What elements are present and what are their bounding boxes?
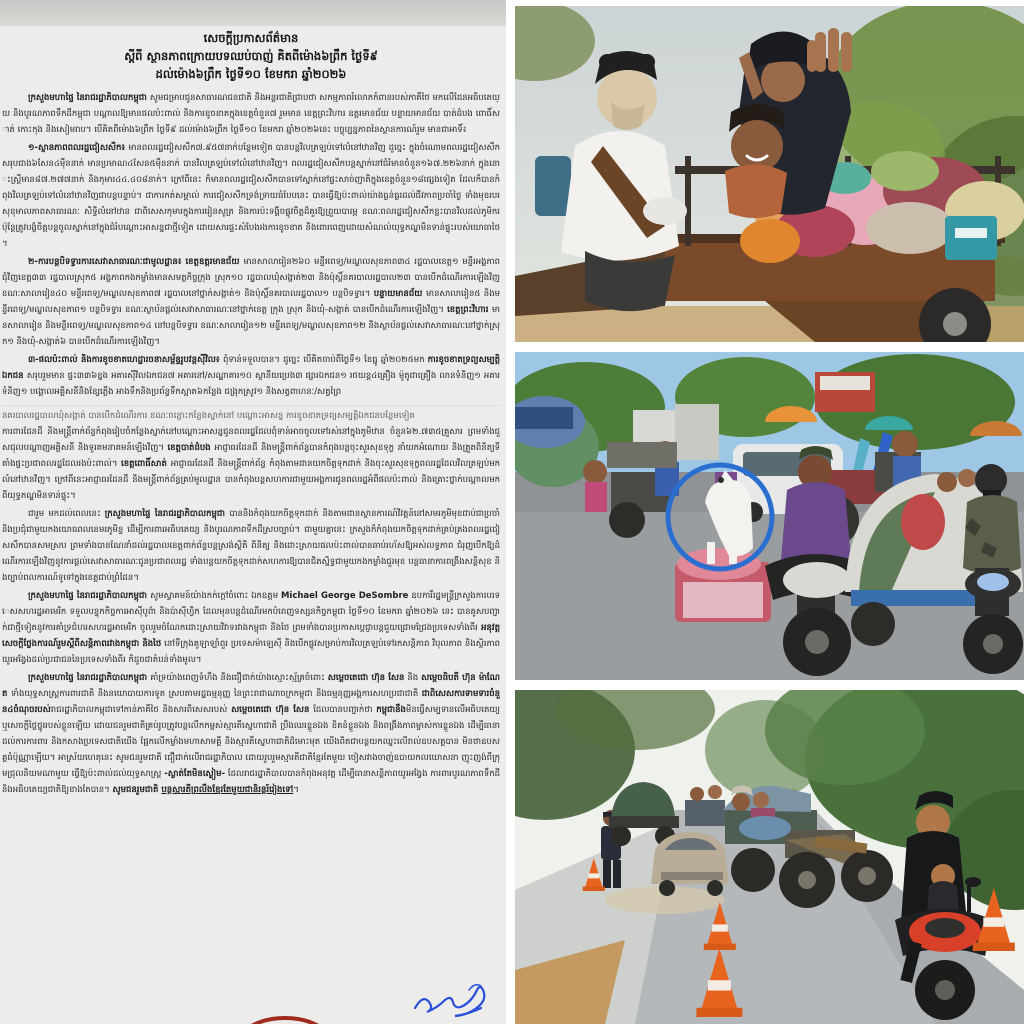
paragraph: ក្រសួងមហាផ្ទៃ នៃរាជរដ្ឋាភិបាលកម្ពុជា គាំទ្រយ៉ាងពេញទំហឹង និងជឿជាក់យ៉ាងស្មោះស្ម័គ្រចំពោះ សម្តេចតេជោ ហ៊ុន សែន និង សម្តេចធិបតី ហ៊ុន ម៉ាណែត ទាំងយុទ្ធសាស្ត្រការពារជាតិ និងនយោបាយការទូត ស្របតាមរដ្ឋធម្មនុញ្ញ នៃព្រះរាជាណាចក្រកម្ពុជា និងធម្មនុញ្ញអង្គការសហប្រជាជាតិ ជាពិសេសការទាមទារចំនួន៤ចំណុចរបស់រាជរដ្ឋាភិបាលកម្ពុជាទៅកាន់ភាគីថៃ និងសារពិសេសរបស់ សម្តេចតេជោ ហ៊ុន សែន ដែលបានបញ្ជាក់ថា កម្ពុជានឹងមិនធ្វើសម្បទានលើអធិបតេយ្យ ឬសេចក្តីថ្លៃថ្នូររបស់ខ្លួនឡើយ ដោយជនរួមជាតិគ្រប់រូបត្រូវបន្តលើកកម្ពស់ស្មារតីស្នេហាជាតិ ប្រឹងឈរខ្លួនឯង ខិតខំខ្លួនឯង និងពង្រឹងភាពម្ចាស់ការខ្លួនឯង ដើម្បីធានាដល់ការការពារ និងកសាងប្រទេសជាតិយើង ផ្អែកលើកម្លាំងមហាសាមគ្គី និងស្មារតីស្នេហាជាតិដ៏មោះមុត យើងពិតជាបន្តយកឈ្នះលើរាល់ឧបសគ្គបាន មិនថាឧបសគ្គធំប៉ុណ្ណាឡើយ។ អាស្រ័យហេតុនេះ សូមជនរួមជាតិ ជឿជាក់លើរាជរដ្ឋាភិបាល ដោយរួបរួមស្មារតីជាតិខ្មែរតែមួយ ចៀសវាងចាញ់ឧបាយកលឃោសនា ញុះញង់ពីក្រុមជ្រុលនិយមណាមួយ ធ្វើឱ្យប៉ះពាល់ដល់យុទ្ធសាស្ត្រ -ស្ងាត់តែមិនស្ងៀម- ដែលរាជរដ្ឋាភិបាលបានកំពុងអនុវត្ត ដើម្បីធានាសន្តិភាពយូរអង្វែង ការពារបូរណភាពទឹកដី និងអធិបតេយ្យជាតិឱ្យខាងតែបាន។ សូមជនរួមជាតិ បន្តស្មារតីព្រលឹងខ្មែរតែមួយជានិរន្តរ៍រៀងទៅ។ <box>2 673 500 796</box>
signature-scribble <box>409 978 504 1024</box>
photo-evacuee-cart <box>515 6 1024 342</box>
title-line-1: សេចក្តីប្រកាសព័ត៌មាន <box>203 31 299 45</box>
seam-clipped-line: នគរបាលរដ្ឋបាលឃុំសង្កាត់ បានបើកដំណើរការ ខណៈចន្លោះកន្លែងស្នាក់នៅ បណ្តោះអាសន្ន ការខូចខាតទ្រព្យសម្បត្តិឯកជនបន្ថែមទៀត <box>2 405 500 421</box>
paragraph: ២-ការបន្តបិទទ្វារការសេវាសាធារណៈជាមូលដ្ឋាន៖ ខេត្តឧត្តរមានជ័យ មានសាលារៀន២៦០ មន្ទីរពេទ្យ/មណ្ឌលសុខភាព៣៤ រដ្ឋបាលខេត្ត១ មន្ទីរអង្គភាពជុំវិញខេត្ត៣៣ រដ្ឋបាលស្រុក៥ អង្គភាពកងកម្លាំងមានសមត្ថកិច្ចក្រុង ស្រុក១០ រដ្ឋបាលឃុំសង្កាត់២៣ និងប៉ុស្តិ៍នគរបាលរដ្ឋបាល២៣ បានបើកដំណើរការឡើងវិញ ខណៈសាលារៀន៤០ មន្ទីរពេទ្យ/មណ្ឌលសុខភាព៧ រដ្ឋបាលនៅថ្នាក់សង្កាត់១ និងប៉ុស្តិ៍នគរបាលរដ្ឋបាល១ បន្តបិទទ្វារ។ បន្ទាយមានជ័យ មានសាលារៀន៥ និងមន្ទីរពេទ្យ/មណ្ឌលសុខភាព១ បន្តបិទទ្វារ ខណៈស្ថាប័នផ្តល់សេវាសាធារណៈនៅថ្នាក់ខេត្ត ក្រុង ស្រុក និងឃុំ-សង្កាត់ បានបើកដំណើរការឡើងវិញ។ ខេត្តព្រះវិហារ មានសាលារៀន និងមន្ទីរពេទ្យ/មណ្ឌលសុខភាព១៤ នៅបន្តបិទទ្វារ ខណៈសាលារៀន១២ មន្ទីរពេទ្យ/មណ្ឌលសុខភាព១២ និងស្ថាប័នផ្តល់សេវាសាធារណៈនៅថ្នាក់ស្រុក១ និងឃុំ-សង្កាត់៦ បានបើកដំណើរការឡើងវិញ។ <box>2 257 500 348</box>
paragraph: ក្រសួងមហាផ្ទៃ នៃរាជរដ្ឋាភិបាលកម្ពុជា សូមស្វាគមន៍យ៉ាងកក់ក្តៅចំពោះ ឯកឧត្តម Michael George DeSombre ឧបការីរដ្ឋមន្ត្រីក្រសួងការបរទេសសហរដ្ឋអាមេរិក ទទួលបន្ទុកកិច្ចការអាស៊ីបូព៌ា និងប៉ាស៊ីហ្វិក ដែលមុនបន្តដំណើរមកបំពេញទស្សនកិច្ចកម្ពុជា ថ្ងៃទី១០ ខែមករា ឆ្នាំ២០២៦ នេះ បានគូសបញ្ជាក់ជាថ្មីទៀតនូវការគាំទ្រជំហរសហរដ្ឋអាមេរិក ចូលរួមចំណែកដោះស្រាយវិវាទរវាងកម្ពុជា និងថៃ ព្រមទាំងបានប្រកាសប្តេជ្ញាបន្តជួយជ្រោមជ្រែងប្រទេសទាំងពីរ អនុវត្តសេចក្តីថ្លែងការណ៍រួមស្តីពីសន្តិភាពរវាងកម្ពុជា និងថៃ នៅទីក្រុងគូឡាឡាំពួរ ប្រទេសម៉ាឡេស៊ី និងបើកផ្លូវសម្រាប់ការវិលត្រឡប់ទៅរកសន្តិភាព វិបុលភាព និងស្ថិរភាពយូរអង្វែងដល់ប្រជាជននៃប្រទេសទាំងពីរ ក៏ដូចជាតំបន់ទាំងមូល។ <box>2 591 500 666</box>
paragraph: ក្រសួងមហាផ្ទៃ នៃរាជរដ្ឋាភិបាលកម្ពុជា សូមជម្រាបជូនសាធារណជនជាតិ និងអន្តរជាតិជ្រាបថា សកម្មភាពរំលោភកំពានរបស់ភាគីថៃ មកលើដែនអធិបតេយ្យ និងបូរណភាពទឹកដីកម្ពុជា បណ្តាលឱ្យមានផលប៉ះពាល់ និងការខូចខាតក្នុងខេត្តចំនួន៧ រួមមាន ខេត្តព្រះវិហារ ឧត្តរមានជ័យ បន្ទាយមានជ័យ បាត់ដំបង ពោធិ៍សាត់ កោះកុង និងសៀមរាប។ បើគិតពីម៉ោង៦ព្រឹក ថ្ងៃទី៩ ដល់ម៉ោង៦ព្រឹក ថ្ងៃទី១០ ខែមករា ឆ្នាំ២០២៦នេះ បច្ចុប្បន្នភាពនៃស្ថានការណ៍រួម មានជាអាទិ៍៖ <box>2 93 500 136</box>
title-line-2: ស្តីពី ស្ថានភាពក្រោយបទឈប់បាញ់ គិតពីម៉ោង៦ព្រឹក ថ្ងៃទី៩ <box>124 48 378 63</box>
paragraph: ១-ស្ថានភាពពលរដ្ឋជៀសសឹក៖ មានពលរដ្ឋជៀសសឹក៧.៩៥៧នាក់បន្ថែមទៀត បានបន្តវិលត្រឡប់ទៅលំនៅឋានវិញ ដូច្នេះ ក្នុងចំណោមពលរដ្ឋជៀសសឹកសរុបជាង៦សែន៤ម៉ឺននាក់ មានប្រមាណ៤សែន៥ម៉ឺននាក់ បានវិលត្រឡប់ទៅលំនៅឋានវិញ។ ពលរដ្ឋជៀសសឹកបន្តស្នាក់នៅជំរំមានចំនួន១៦៧.២២៦នាក់ ក្នុងនោះស្ត្រីមាន៨៧.២៧៧នាក់ និងកុមារ៤៤.៤០៨នាក់។ ក្រៅពីនេះ ក៏មានពលរដ្ឋជៀសសឹកបានទៅស្នាក់នៅផ្ទះសាច់ញាតិក្នុងខេត្តចំនួន១៨ផ្សេងទៀត ដែលក៏បានកំពុងវិលត្រឡប់ទៅលំនៅឋានវិញជាបន្តបន្ទាប់។ ជាការកត់សម្គាល់ ការជៀសសឹកទ្រង់ទ្រាយធំបែបនេះ បានធ្វើឱ្យប៉ះពាល់យ៉ាងធ្ងន់ធ្ងរដល់ជីវភាពប្រចាំថ្ងៃ ទាំងមុខរបរ សុខុមាលភាពសាធារណៈ សិទ្ធិលំនៅឋាន ជាពិសេសកុមារក្នុងការរៀនសូត្រ និងការប៉ះទង្គិចផ្លូវចិត្តដ៏គួរឱ្យព្រួយបារម្ភ ខណៈពលរដ្ឋជៀសសឹកខ្លះបានវិលដល់ភូមិករ ប៉ុន្តែត្រូវបង្ខំចិត្តបន្តចូលស្នាក់នៅក្នុងជំរំបណ្តោះអាសន្នជាថ្មីទៀត ដោយសារផ្ទះសំបែងរងការខូចខាត និងពោរពេញដោយសំណល់យុទ្ធភណ្ឌមិនទាន់ផ្ទុះរបស់យោធាថៃ។ <box>2 143 500 250</box>
photo-convoy-dog <box>515 352 1024 680</box>
screenshot-top-band <box>0 0 506 26</box>
title-line-3: ដល់ម៉ោង៦ព្រឹក ថ្ងៃទី១០ ខែមករា ឆ្នាំ២០២៦ <box>155 66 347 81</box>
paragraph: ៣-ផលប៉ះពាល់ និងការខូចខាតហេដ្ឋារចនាសម្ព័ន្ធរូបវន្តស៊ីវិល៖ ពុំទាន់ទទួលបាន។ ដូច្នេះ បើគិតចាប់ពីថ្ងៃទី១ ខែធ្នូ ឆ្នាំ២០២៥មក ការខូចខាតទ្រព្យសម្បត្តិឯកជន សរុបរួមមាន ផ្ទះ៣៣៦ខ្នង អគារស៊ីវិលឯកជន៧ អគារនៅ/សណ្ឋាគារ១០ ស្ថានីយប្រេង៣ ផ្សារឯកជន១ រថយន្ត៤គ្រឿង ម៉ូតូជាគ្រឿង លានទំនិញ១ អគារទំនិញ១ បង្គោលអគ្គិសនីនិងខ្សែភ្លើង អាងទឹកនិងប្រព័ន្ធទឹកស្អាត៦កន្លែង ជង្រុកស្រូវ១ និងសត្វពាហនៈ/សត្វព្រៃ <box>2 355 500 398</box>
doc-body <box>2 90 500 798</box>
paragraph: ជារួម មកដល់ពេលនេះ ក្រសួងមហាផ្ទៃ នៃរាជរដ្ឋាភិបាលកម្ពុជា បាននិងកំពុងយកចិត្តទុកដាក់ និងតាមដានស្ថានការណ៍វិវត្តន៍នៅសមរភូមិមុខជាប់ជាប្រចាំ និងប្រជុំជាមួយកងយោធពលខេមរភូមិន្ទ ដើម្បីការពារអធិបតេយ្យ និងបូរណភាពទឹកដីស្របច្បាប់។ ជាមួយគ្នានេះ ក្រសួងក៏កំពុងយកចិត្តទុកដាក់គ្រប់គ្រងពលរដ្ឋជៀសសឹកបានសមស្រប ព្រមទាំងបានណែនាំដល់រដ្ឋបាលខេត្តពាក់ព័ន្ធបន្តស្រង់ស្ថិតិ ពិនិត្យ និងដោះស្រាយផលប៉ះពាល់បានឆាប់រហ័សឱ្យអស់លទ្ធភាព ជំរុញបើកឱ្យដំណើរការឡើងវិញនូវការផ្តល់សេវាសាធារណៈជូនប្រជាពលរដ្ឋ ទាំងបន្តយកចិត្តទុកដាក់សហការឱ្យបានជិតស្និទ្ធជាមួយកងកម្លាំងជួរមុខ បន្តធានាការពង្រឹងសន្តិសុខ និងច្បាប់ពលការណ៍ទូទៅក្នុងខេត្តជាប់ព្រំដែន។ <box>2 509 500 584</box>
press-release-page <box>0 0 506 1024</box>
red-stamp <box>225 1000 345 1024</box>
document-content <box>2 30 500 1024</box>
document-title <box>2 30 500 83</box>
photo-checkpoint-road <box>515 690 1024 1024</box>
paragraph: ការពារដែនដី និងមន្ត្រីពាក់ព័ន្ធកំពុងរៀបចំកន្លែងស្នាក់នៅបណ្តោះអាសន្នជូនពលរដ្ឋដែលពុំទាន់អាចចូលទៅរស់នៅក្នុងភូមិឋាន ចំនួន៦២.៧៣៥គ្រួសារ ព្រមទាំងជួសជុលបណ្តាញអគ្គិសនី និងទូរគមនាគមន៍ឡើងវិញ។ ខេត្តបាត់ដំបង អាជ្ញាធរដែនដី និងមន្ត្រីពាក់ព័ន្ធបានកំពុងបន្តចុះសួរសុខទុក្ខ នាំយកអំណោយ និងត្រួតពិនិត្យទីតាំងផ្ទះប្រជាពលរដ្ឋដែលរងប៉ះពាល់។ ខេត្តពោធិ៍សាត់ អាជ្ញាធរដែនដី និងមន្ត្រីពាក់ព័ន្ធ កំពុងតាមដានយកចិត្តទុកដាក់ និងចុះសួរសុខទុក្ខពលរដ្ឋដែលវិលត្រឡប់មកលំនៅឋានវិញ។ ក្រៅពីនេះអាជ្ញាធរដែនដី និងមន្ត្រីពាក់ព័ន្ធគ្រប់មូលដ្ឋាន បានកំពុងបន្តសហការជាមួយអង្គការជូនពលរដ្ឋអំពីផលប៉ះពាល់ និងគ្រោះថ្នាក់បណ្តាលមកពីយុទ្ធភណ្ឌមិនទាន់ផ្ទុះ។ <box>2 427 500 502</box>
